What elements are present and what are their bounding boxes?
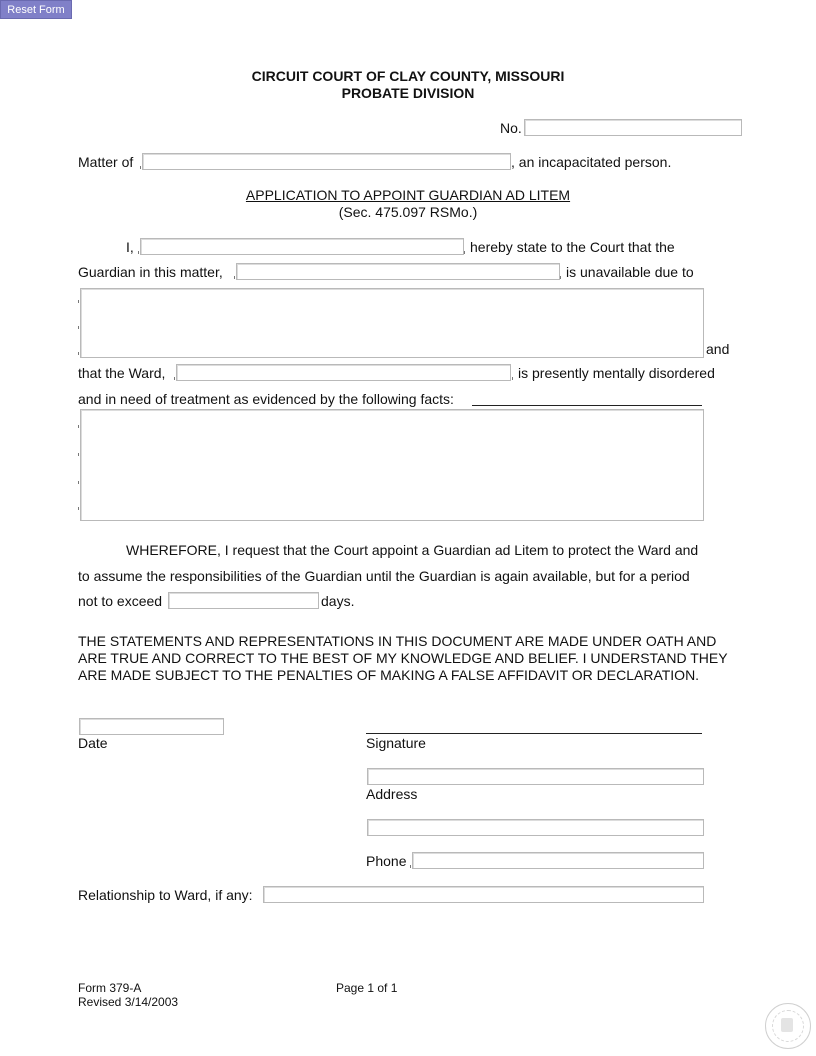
case-number-label: No.	[500, 120, 522, 136]
matter-suffix: , an incapacitated person.	[511, 154, 672, 170]
wherefore-line-3-suffix: days.	[321, 593, 355, 609]
unavailability-reason-field[interactable]	[80, 288, 704, 358]
address-line-1-field[interactable]	[367, 768, 704, 785]
reset-form-button[interactable]: Reset Form	[0, 0, 72, 19]
relationship-field[interactable]	[263, 886, 704, 903]
address-line-2-field[interactable]	[367, 819, 704, 836]
relationship-label: Relationship to Ward, if any:	[78, 887, 253, 903]
ward-suffix: is presently mentally disordered	[518, 365, 715, 381]
reason-suffix: and	[706, 341, 730, 357]
days-field[interactable]	[168, 592, 319, 609]
address-label: Address	[366, 786, 418, 802]
wherefore-line-1: WHEREFORE, I request that the Court appoint a Guardian ad Litem to protect the Ward and	[126, 542, 699, 558]
wherefore-line-3-prefix: not to exceed	[78, 593, 163, 609]
matter-label: Matter of	[78, 154, 134, 170]
applicant-suffix: hereby state to the Court that the	[470, 239, 675, 255]
signature-label: Signature	[366, 735, 426, 751]
oath-statement: THE STATEMENTS AND REPRESENTATIONS IN THIS DOCUMENT ARE MADE UNDER OATH AND ARE TRUE AND CORRECT TO THE BEST OF MY KNOWLEDGE AND BELIEF. I UNDERSTAND THEY ARE MADE SUBJECT TO THE PENALTIES OF MAKING A FALSE AFFIDAVIT OR DECLARATION.	[78, 633, 728, 683]
applicant-prefix: I,	[126, 239, 134, 255]
guardian-suffix: is unavailable due to	[566, 264, 694, 280]
date-field[interactable]	[79, 718, 224, 735]
phone-field[interactable]	[412, 852, 704, 869]
facts-prefix: and in need of treatment as evidenced by the following facts:	[78, 391, 454, 407]
statute-reference: (Sec. 475.097 RSMo.)	[338, 204, 478, 220]
facts-field[interactable]	[80, 409, 704, 521]
division-name: PROBATE DIVISION	[341, 85, 475, 101]
ward-name-field[interactable]	[176, 364, 511, 381]
guardian-name-field[interactable]	[236, 263, 560, 280]
court-seal-icon	[765, 1003, 811, 1049]
facts-underline	[472, 405, 702, 406]
revised-date: Revised 3/14/2003	[78, 995, 179, 1009]
form-number: Form 379-A	[78, 981, 142, 995]
court-name: CIRCUIT COURT OF CLAY COUNTY, MISSOURI	[251, 68, 565, 84]
signature-line	[366, 733, 702, 734]
page-number: Page 1 of 1	[336, 981, 398, 995]
matter-name-field[interactable]	[142, 153, 511, 170]
guardian-prefix: Guardian in this matter,	[78, 264, 223, 280]
document-title: APPLICATION TO APPOINT GUARDIAN AD LITEM	[245, 187, 571, 203]
wherefore-line-2: to assume the responsibilities of the Guardian until the Guardian is again available, but for a period	[78, 568, 690, 584]
case-number-field[interactable]	[524, 119, 742, 136]
date-label: Date	[78, 735, 108, 751]
ward-prefix: that the Ward,	[78, 365, 166, 381]
applicant-name-field[interactable]	[140, 238, 464, 255]
phone-label: Phone	[366, 853, 407, 869]
